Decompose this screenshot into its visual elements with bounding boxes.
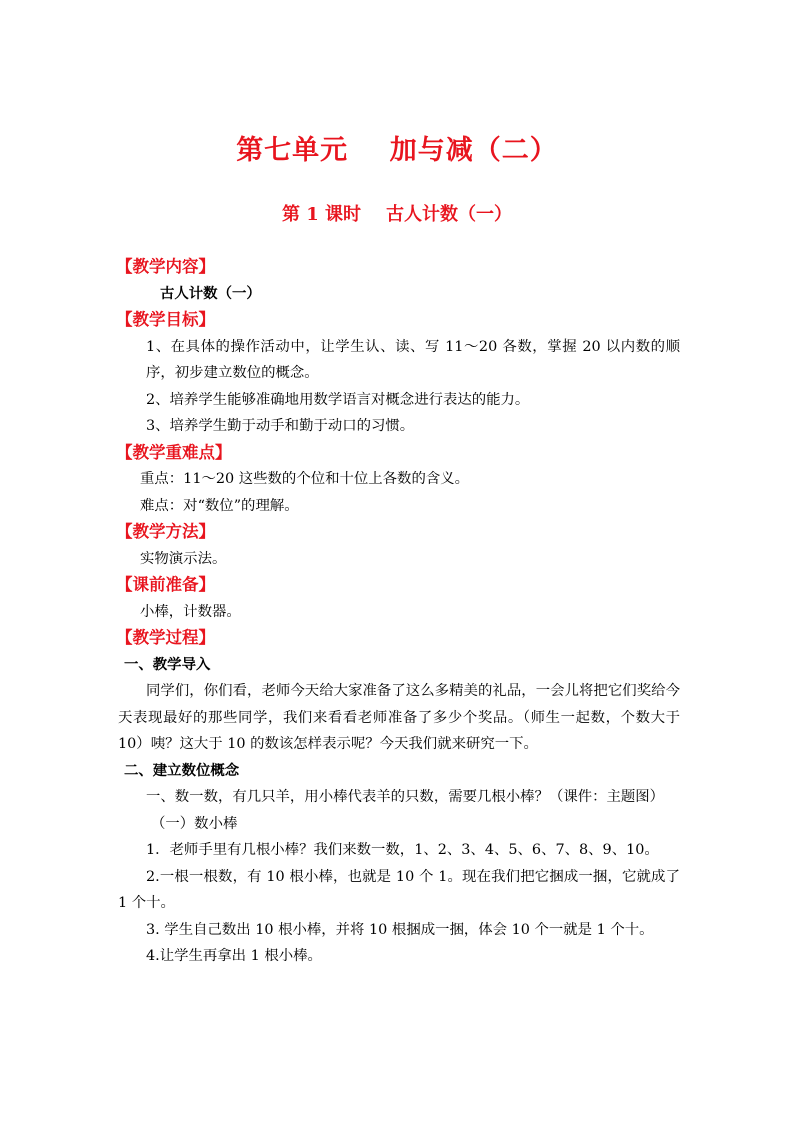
content-text: 古人计数（一） (160, 284, 261, 302)
sub-heading: （一）数小棒 (151, 815, 238, 832)
section-heading-method: 【教学方法】 (116, 522, 215, 541)
section-heading-process: 【教学过程】 (116, 628, 215, 647)
list-item: 1．老师手里有几根小棒？我们来数一数，1、2、3、4、5、6、7、8、9、10。 (146, 842, 659, 858)
section-heading-key-points: 【教学重难点】 (116, 442, 232, 462)
section-heading-content: 【教学内容】 (116, 257, 215, 276)
difficult-point-text: 难点：对“数位”的理解。 (140, 497, 299, 514)
step-paragraph: 一、数一数，有几只羊，用小棒代表羊的只数，需要几根小棒？（课件：主题图） (146, 789, 665, 805)
step-heading: 一、教学导入 (124, 655, 211, 673)
section-heading-preparation: 【课前准备】 (116, 575, 215, 594)
list-item: 4.让学生再拿出 1 根小棒。 (146, 948, 322, 964)
unit-title: 第七单元 加与减（二） (236, 135, 558, 166)
preparation-text: 小棒，计数器。 (140, 603, 241, 620)
key-point-text: 重点：11～20 这些数的个位和十位上各数的含义。 (140, 471, 470, 487)
goal-item: 1、在具体的操作活动中，让学生认、读、写 11～20 各数，掌握 20 以内数的顺序，初步建立数位的概念。 (146, 338, 680, 381)
lesson-subtitle: 第 1 课时 古人计数（一） (281, 204, 513, 225)
list-item: 3. 学生自己数出 10 根小棒，并将 10 根捆成一捆，体会 10 个一就是 1 个十。 (146, 921, 654, 938)
goal-item: 2、培养学生能够准确地用数学语言对概念进行表达的能力。 (146, 391, 530, 408)
goal-item: 3、培养学生勤于动手和勤于动口的习惯。 (146, 418, 415, 434)
lesson-content (116, 254, 685, 970)
method-text: 实物演示法。 (140, 550, 227, 567)
step-paragraph: 同学们，你们看，老师今天给大家准备了这么多精美的礼品，一会儿将把它们奖给今天表现最好的那些同学，我们来看看老师准备了多少个奖品。（师生一起数，个数大于 10）咦？这大于 10 的数该怎样表示呢？今天我们就来研究一下。 (118, 683, 685, 752)
section-heading-goals: 【教学目标】 (116, 310, 215, 329)
list-item: 2.一根一根数，有 10 根小棒，也就是 10 个 1。现在我们把它捆成一捆，它就成了 1 个十。 (118, 868, 685, 911)
step-heading: 二、建立数位概念 (124, 761, 240, 779)
